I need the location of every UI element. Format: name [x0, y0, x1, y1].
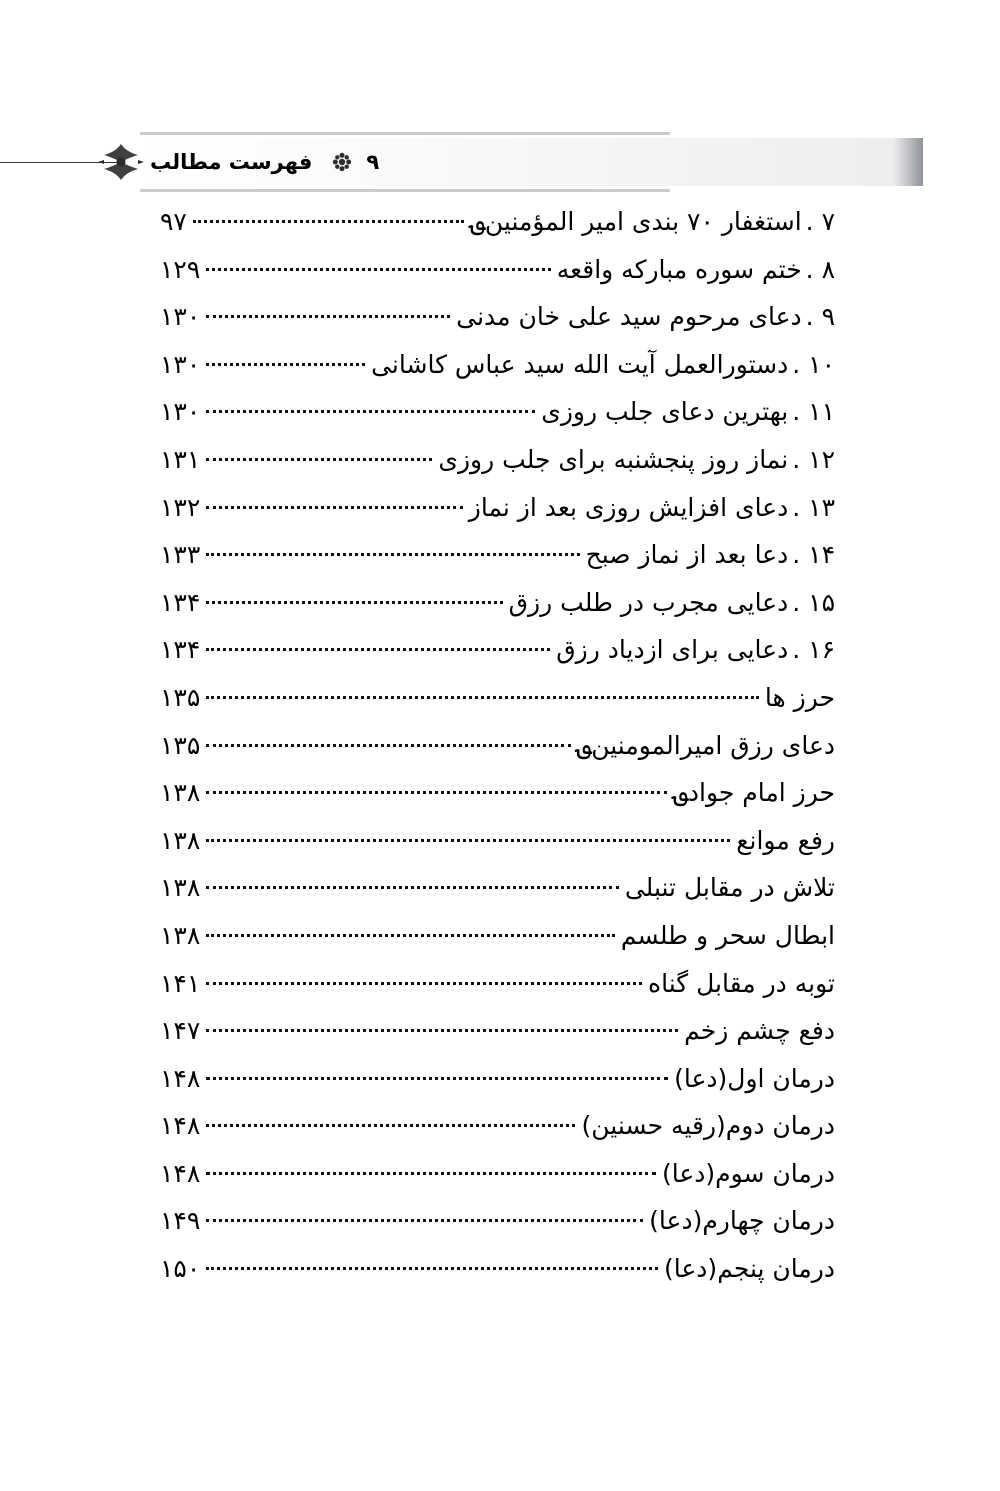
- toc-leader-dots: [206, 934, 615, 937]
- toc-entry[interactable]: [160, 254, 835, 302]
- toc-entry-page-number: ۱۳۰: [160, 397, 201, 427]
- toc-entry-label: ختم سوره مبارکه واقعه: [556, 254, 802, 284]
- toc-entry-label: دعای افزایش روزی بعد از نماز: [468, 492, 789, 522]
- toc-entry-label: درمان دوم(رقیه حسنین): [581, 1111, 835, 1141]
- toc-entry-label: بهترین دعای جلب روزی: [541, 397, 789, 427]
- toc-entry[interactable]: [160, 634, 835, 682]
- toc-entry-page-number: ۱۳۸: [160, 825, 201, 855]
- toc-entry-page-number: ۱۲۹: [160, 254, 201, 284]
- toc-entry-label: نماز روز پنجشنبه برای جلب روزی: [438, 444, 789, 474]
- toc-entry-number: ۱۳ .: [792, 492, 835, 522]
- toc-entry-number: ۱۱ .: [792, 397, 835, 427]
- header-hairline-bottom: [140, 189, 670, 192]
- toc-entry-page-number: ۱۳۸: [160, 778, 201, 808]
- toc-entry[interactable]: [160, 587, 835, 635]
- toc-leader-dots: [206, 601, 502, 604]
- toc-entry-number: ۸ .: [805, 254, 835, 284]
- toc-leader-dots: [206, 506, 462, 509]
- diamond-fan-ornament-icon: [98, 140, 144, 184]
- toc-entry[interactable]: [160, 1063, 835, 1111]
- toc-entry-label: دعایی برای ازدیاد رزق: [556, 635, 789, 665]
- floral-rosette-ornament-icon: [332, 152, 352, 172]
- toc-entry-label: درمان چهارم(دعا): [649, 1206, 835, 1236]
- toc-leader-dots: [193, 220, 464, 223]
- toc-entry-page-number: ۱۳۴: [160, 587, 201, 617]
- toc-entry[interactable]: [160, 682, 835, 730]
- toc-entry-number: ۱۴ .: [792, 540, 835, 570]
- toc-entry[interactable]: [160, 730, 835, 778]
- toc-leader-dots: [206, 1267, 658, 1270]
- toc-leader-dots: [206, 1172, 656, 1175]
- toc-leader-dots: [206, 410, 535, 413]
- toc-leader-dots: [206, 268, 550, 271]
- running-header: [0, 132, 1000, 194]
- toc-entry[interactable]: [160, 1253, 835, 1301]
- toc-entry-page-number: ۱۴۱: [160, 968, 201, 998]
- toc-leader-dots: [206, 648, 550, 651]
- toc-entry-page-number: ۱۳۱: [160, 444, 201, 474]
- toc-entry-page-number: ۹۷: [160, 207, 187, 236]
- toc-entry-page-number: ۱۳۵: [160, 730, 201, 760]
- toc-entry-number: ۱۶ .: [792, 635, 835, 665]
- toc-entry-label: حرز امام جواد؈: [673, 778, 835, 808]
- toc-leader-dots: [206, 839, 730, 842]
- toc-entry-page-number: ۱۳۸: [160, 873, 201, 903]
- toc-leader-dots: [206, 791, 667, 794]
- table-of-contents: [160, 206, 835, 1301]
- toc-entry-page-number: ۱۵۰: [160, 1254, 201, 1284]
- toc-entry[interactable]: [160, 777, 835, 825]
- toc-entry[interactable]: [160, 444, 835, 492]
- toc-entry-page-number: ۱۴۸: [160, 1158, 201, 1188]
- toc-entry[interactable]: [160, 539, 835, 587]
- toc-entry[interactable]: [160, 825, 835, 873]
- toc-entry[interactable]: [160, 206, 835, 254]
- toc-entry-label: حرز ها: [764, 682, 835, 712]
- toc-entry-page-number: ۱۳۰: [160, 302, 201, 332]
- toc-entry-page-number: ۱۳۴: [160, 635, 201, 665]
- toc-entry-label: ابطال سحر و طلسم: [620, 920, 835, 950]
- toc-entry[interactable]: [160, 301, 835, 349]
- toc-entry-number: ۹ .: [805, 302, 835, 332]
- toc-entry-page-number: ۱۳۰: [160, 349, 201, 379]
- toc-leader-dots: [206, 1124, 575, 1127]
- toc-entry[interactable]: [160, 492, 835, 540]
- toc-entry-page-number: ۱۴۸: [160, 1063, 201, 1093]
- toc-leader-dots: [206, 744, 570, 747]
- toc-entry-label: دعایی مجرب در طلب رزق: [508, 587, 789, 617]
- page-folio-number: ۹: [366, 150, 380, 174]
- toc-entry-label: دعا بعد از نماز صبح: [585, 540, 789, 570]
- toc-leader-dots: [206, 363, 365, 366]
- toc-entry[interactable]: [160, 920, 835, 968]
- toc-leader-dots: [206, 315, 450, 318]
- toc-entry-label: استغفار ۷۰ بندی امیر المؤمنین؈: [470, 207, 802, 236]
- toc-entry[interactable]: [160, 872, 835, 920]
- toc-entry-number: ۱۵ .: [792, 587, 835, 617]
- toc-entry-number: ۱۰ .: [792, 349, 835, 379]
- toc-leader-dots: [206, 1029, 678, 1032]
- toc-entry-page-number: ۱۳۵: [160, 682, 201, 712]
- toc-entry[interactable]: [160, 1158, 835, 1206]
- toc-entry-page-number: ۱۳۲: [160, 492, 201, 522]
- toc-entry-page-number: ۱۳۸: [160, 920, 201, 950]
- header-content: [150, 138, 379, 186]
- toc-entry-label: درمان پنجم(دعا): [664, 1254, 835, 1284]
- toc-leader-dots: [206, 696, 759, 699]
- toc-entry-label: درمان اول(دعا): [674, 1063, 835, 1093]
- toc-entry[interactable]: [160, 968, 835, 1016]
- toc-entry[interactable]: [160, 1205, 835, 1253]
- toc-entry-label: تلاش در مقابل تنبلی: [624, 873, 835, 903]
- toc-leader-dots: [206, 982, 642, 985]
- page-title: فهرست مطالب: [150, 150, 313, 174]
- toc-leader-dots: [206, 1077, 668, 1080]
- toc-entry-label: دستورالعمل آیت الله سید عباس کاشانی: [371, 349, 789, 379]
- toc-entry-label: دعای رزق امیرالمومنین؈: [576, 730, 835, 760]
- toc-entry[interactable]: [160, 1110, 835, 1158]
- toc-entry-label: دفع چشم زخم: [684, 1016, 835, 1046]
- toc-entry[interactable]: [160, 396, 835, 444]
- toc-entry-page-number: ۱۴۸: [160, 1111, 201, 1141]
- toc-entry[interactable]: [160, 349, 835, 397]
- toc-entry-label: رفع موانع: [736, 825, 835, 855]
- toc-entry-number: ۷ .: [805, 207, 835, 236]
- toc-entry-page-number: ۱۴۹: [160, 1206, 201, 1236]
- toc-leader-dots: [206, 553, 579, 556]
- toc-entry-page-number: ۱۳۳: [160, 540, 201, 570]
- toc-entry-label: درمان سوم(دعا): [661, 1158, 835, 1188]
- toc-entry-label: دعای مرحوم سید علی خان مدنی: [456, 302, 802, 332]
- toc-entry[interactable]: [160, 1015, 835, 1063]
- header-hairline-top: [140, 132, 670, 135]
- toc-leader-dots: [206, 458, 432, 461]
- toc-entry-page-number: ۱۴۷: [160, 1016, 201, 1046]
- toc-leader-dots: [206, 1219, 643, 1222]
- toc-entry-number: ۱۲ .: [792, 444, 835, 474]
- toc-entry-label: توبه در مقابل گناه: [648, 968, 835, 998]
- toc-leader-dots: [206, 886, 619, 889]
